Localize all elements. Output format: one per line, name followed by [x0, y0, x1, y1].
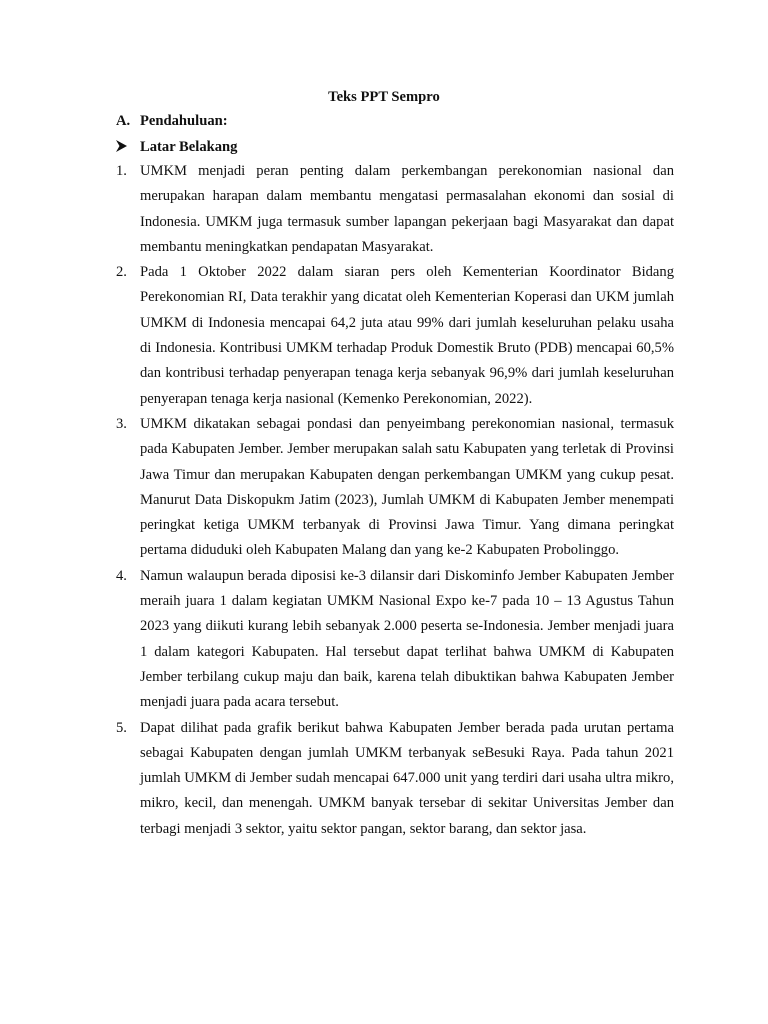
arrow-bullet-icon: [116, 136, 140, 158]
list-item: [116, 159, 674, 260]
list-item-text: UMKM menjadi peran penting dalam perkembangan perekonomian nasional dan merupakan harapan dalam membantu mengatasi permasalahan ekonomi dan sosial di Indonesia. UMKM juga termasuk sumber lapangan pekerjaan bagi Masyarakat dan dapat membantu meningkatkan pendapatan Masyarakat.: [140, 163, 674, 255]
list-item: [116, 412, 674, 564]
list-item-number: 1.: [116, 163, 127, 179]
list-item-number: 3.: [116, 415, 127, 432]
list-item-text: Dapat dilihat pada grafik berikut bahwa Kabupaten Jember berada pada urutan pertama sebagai Kabupaten dengan jumlah UMKM terbanyak seBesuki Raya. Pada tahun 2021 jumlah UMKM di Jember sudah mencapai 647.000 unit yang terdiri dari usaha ultra mikro, mikro, kecil, dan menengah. UMKM banyak tersebar di sekitar Universitas Jember dan terbagi menjadi 3 sektor, yaitu sektor pangan, sektor barang, dan sektor jasa.: [140, 719, 674, 837]
list-item: [116, 260, 674, 412]
section-label: Pendahuluan:: [140, 113, 228, 129]
list-item-number: 5.: [116, 719, 127, 736]
list-item-text: UMKM dikatakan sebagai pondasi dan penyeimbang perekonomian nasional, termasuk pada Kabupaten Jember. Jember merupakan salah satu Kabupaten yang terletak di Provinsi Jawa Timur dan merupakan Kabupaten dengan perkembangan UMKM yang cukup pesat. Manurut Data Diskopukm Jatim (2023), Jumlah UMKM di Kabupaten Jember menempati peringkat ketiga UMKM terbanyak di Provinsi Jawa Timur. Yang dimana peringkat pertama diduduki oleh Kabupaten Malang dan yang ke-2 Kabupaten Probolinggo.: [140, 415, 674, 559]
list-item-text: Namun walaupun berada diposisi ke-3 dilansir dari Diskominfo Jember Kabupaten Jember meraih juara 1 dalam kegiatan UMKM Nasional Expo ke-7 pada 10 – 13 Agustus Tahun 2023 yang diikuti kurang lebih sebanyak 2.000 peserta se-Indonesia. Jember menjadi juara 1 dalam kategori Kabupaten. Hal tersebut dapat terlihat bahwa UMKM di Kabupaten Jember terbilang cukup maju dan baik, karena telah dibuktikan bahwa Kabupaten Jember menjadi juara pada acara tersebut.: [140, 567, 674, 711]
list-item-number: 2.: [116, 264, 127, 281]
list-item-text: Pada 1 Oktober 2022 dalam siaran pers oleh Kementerian Koordinator Bidang Perekonomian RI, Data terakhir yang dicatat oleh Kementerian Koperasi dan UKM jumlah UMKM di Indonesia mencapai 64,2 juta atau 99% dari jumlah keseluruhan pelaku usaha di Indonesia. Kontribusi UMKM terhadap Produk Domestik Bruto (PDB) mencapai 60,5% dan kontribusi terhadap penyerapan tenaga kerja sebanyak 96,9% dari jumlah keseluruhan penyerapan tenaga kerja nasional (Kemenko Perekonomian, 2022).: [140, 264, 674, 407]
subsection-label: Latar Belakang: [140, 139, 238, 155]
list-item: [116, 564, 674, 716]
list-item: [116, 716, 674, 842]
section-heading: [116, 110, 228, 132]
subsection-heading: [116, 136, 237, 158]
section-marker: A.: [116, 113, 131, 129]
list-item-number: 4.: [116, 567, 127, 584]
document-title: Teks PPT Sempro: [328, 89, 440, 105]
numbered-list: [116, 159, 674, 842]
